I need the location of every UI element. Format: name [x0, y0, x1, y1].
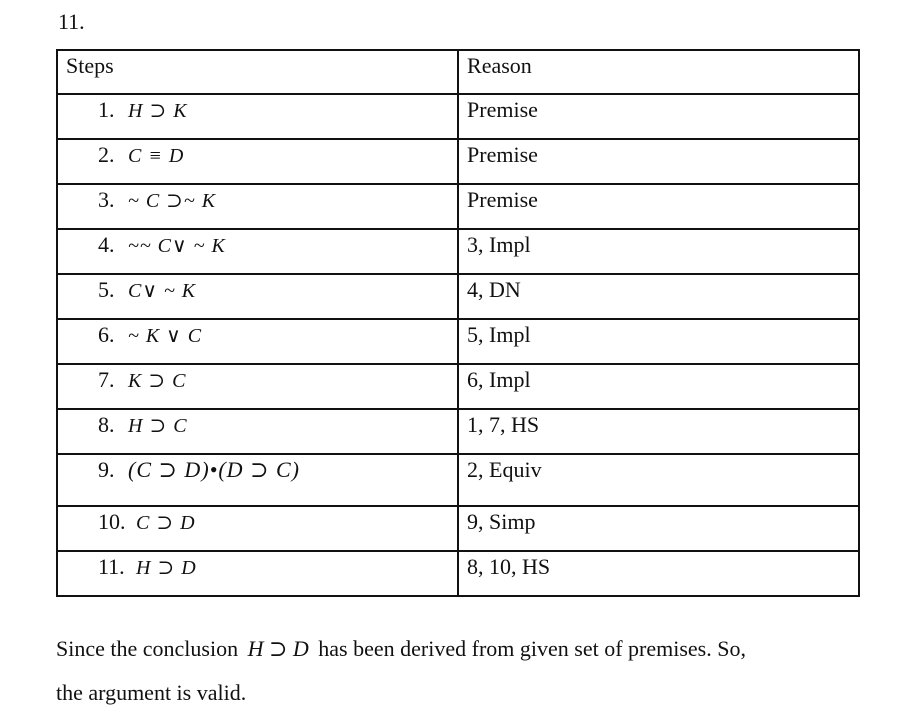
reason-cell: 4, DN [458, 274, 859, 319]
step-cell [57, 454, 458, 506]
table-row [57, 184, 859, 229]
table-row [57, 229, 859, 274]
proof-table [56, 49, 860, 597]
step-cell [57, 506, 458, 551]
step-number: 9. [98, 457, 115, 482]
reason-cell: Premise [458, 139, 859, 184]
step-cell [57, 551, 458, 596]
step-cell [57, 364, 458, 409]
step-number: 2. [98, 142, 115, 167]
step-number: 7. [98, 367, 115, 392]
table-row [57, 409, 859, 454]
reason-cell: Premise [458, 184, 859, 229]
step-formula: H ⊃ C [128, 415, 188, 437]
step-number: 6. [98, 322, 115, 347]
reason-cell: 2, Equiv [458, 454, 859, 506]
step-formula: H ⊃ K [128, 100, 188, 122]
step-formula: K ⊃ C [128, 370, 187, 392]
problem-number: 11. [58, 9, 85, 34]
step-number: 8. [98, 412, 115, 437]
step-cell [57, 184, 458, 229]
step-formula: ~ C ⊃~ K [128, 190, 217, 212]
step-cell [57, 94, 458, 139]
table-row [57, 506, 859, 551]
table-row [57, 139, 859, 184]
table-row [57, 364, 859, 409]
step-cell [57, 409, 458, 454]
table-row [57, 94, 859, 139]
table-header-row [57, 50, 859, 94]
conclusion-line-2: the argument is valid. [56, 680, 247, 705]
conclusion-text-start: Since the conclusion [56, 636, 239, 661]
step-formula: C∨ ~ K [128, 280, 197, 302]
table-row [57, 274, 859, 319]
step-formula: C ⊃ D [136, 512, 196, 534]
conclusion-formula: H ⊃ D [247, 636, 309, 661]
step-formula: ~ K ∨ C [128, 325, 203, 347]
reason-cell: 6, Impl [458, 364, 859, 409]
table-row [57, 319, 859, 364]
step-number: 4. [98, 232, 115, 257]
table-row [57, 551, 859, 596]
conclusion-paragraph [56, 627, 876, 715]
step-formula: (C ⊃ D)•(D ⊃ C) [128, 457, 300, 482]
reason-cell: 8, 10, HS [458, 551, 859, 596]
step-number: 11. [98, 554, 125, 579]
step-number: 1. [98, 97, 115, 122]
table-row [57, 454, 859, 506]
reason-cell: 9, Simp [458, 506, 859, 551]
step-number: 3. [98, 187, 115, 212]
step-cell [57, 229, 458, 274]
step-formula: C ≡ D [128, 145, 185, 167]
reason-cell: 5, Impl [458, 319, 859, 364]
step-formula: H ⊃ D [136, 557, 197, 579]
step-cell [57, 319, 458, 364]
step-number: 5. [98, 277, 115, 302]
header-reason: Reason [458, 50, 859, 94]
conclusion-text-end: has been derived from given set of premises. So, [318, 636, 746, 661]
step-formula: ~~ C∨ ~ K [128, 235, 226, 257]
reason-cell: 1, 7, HS [458, 409, 859, 454]
step-cell [57, 274, 458, 319]
step-number: 10. [98, 509, 126, 534]
header-steps: Steps [57, 50, 458, 94]
reason-cell: 3, Impl [458, 229, 859, 274]
reason-cell: Premise [458, 94, 859, 139]
step-cell [57, 139, 458, 184]
